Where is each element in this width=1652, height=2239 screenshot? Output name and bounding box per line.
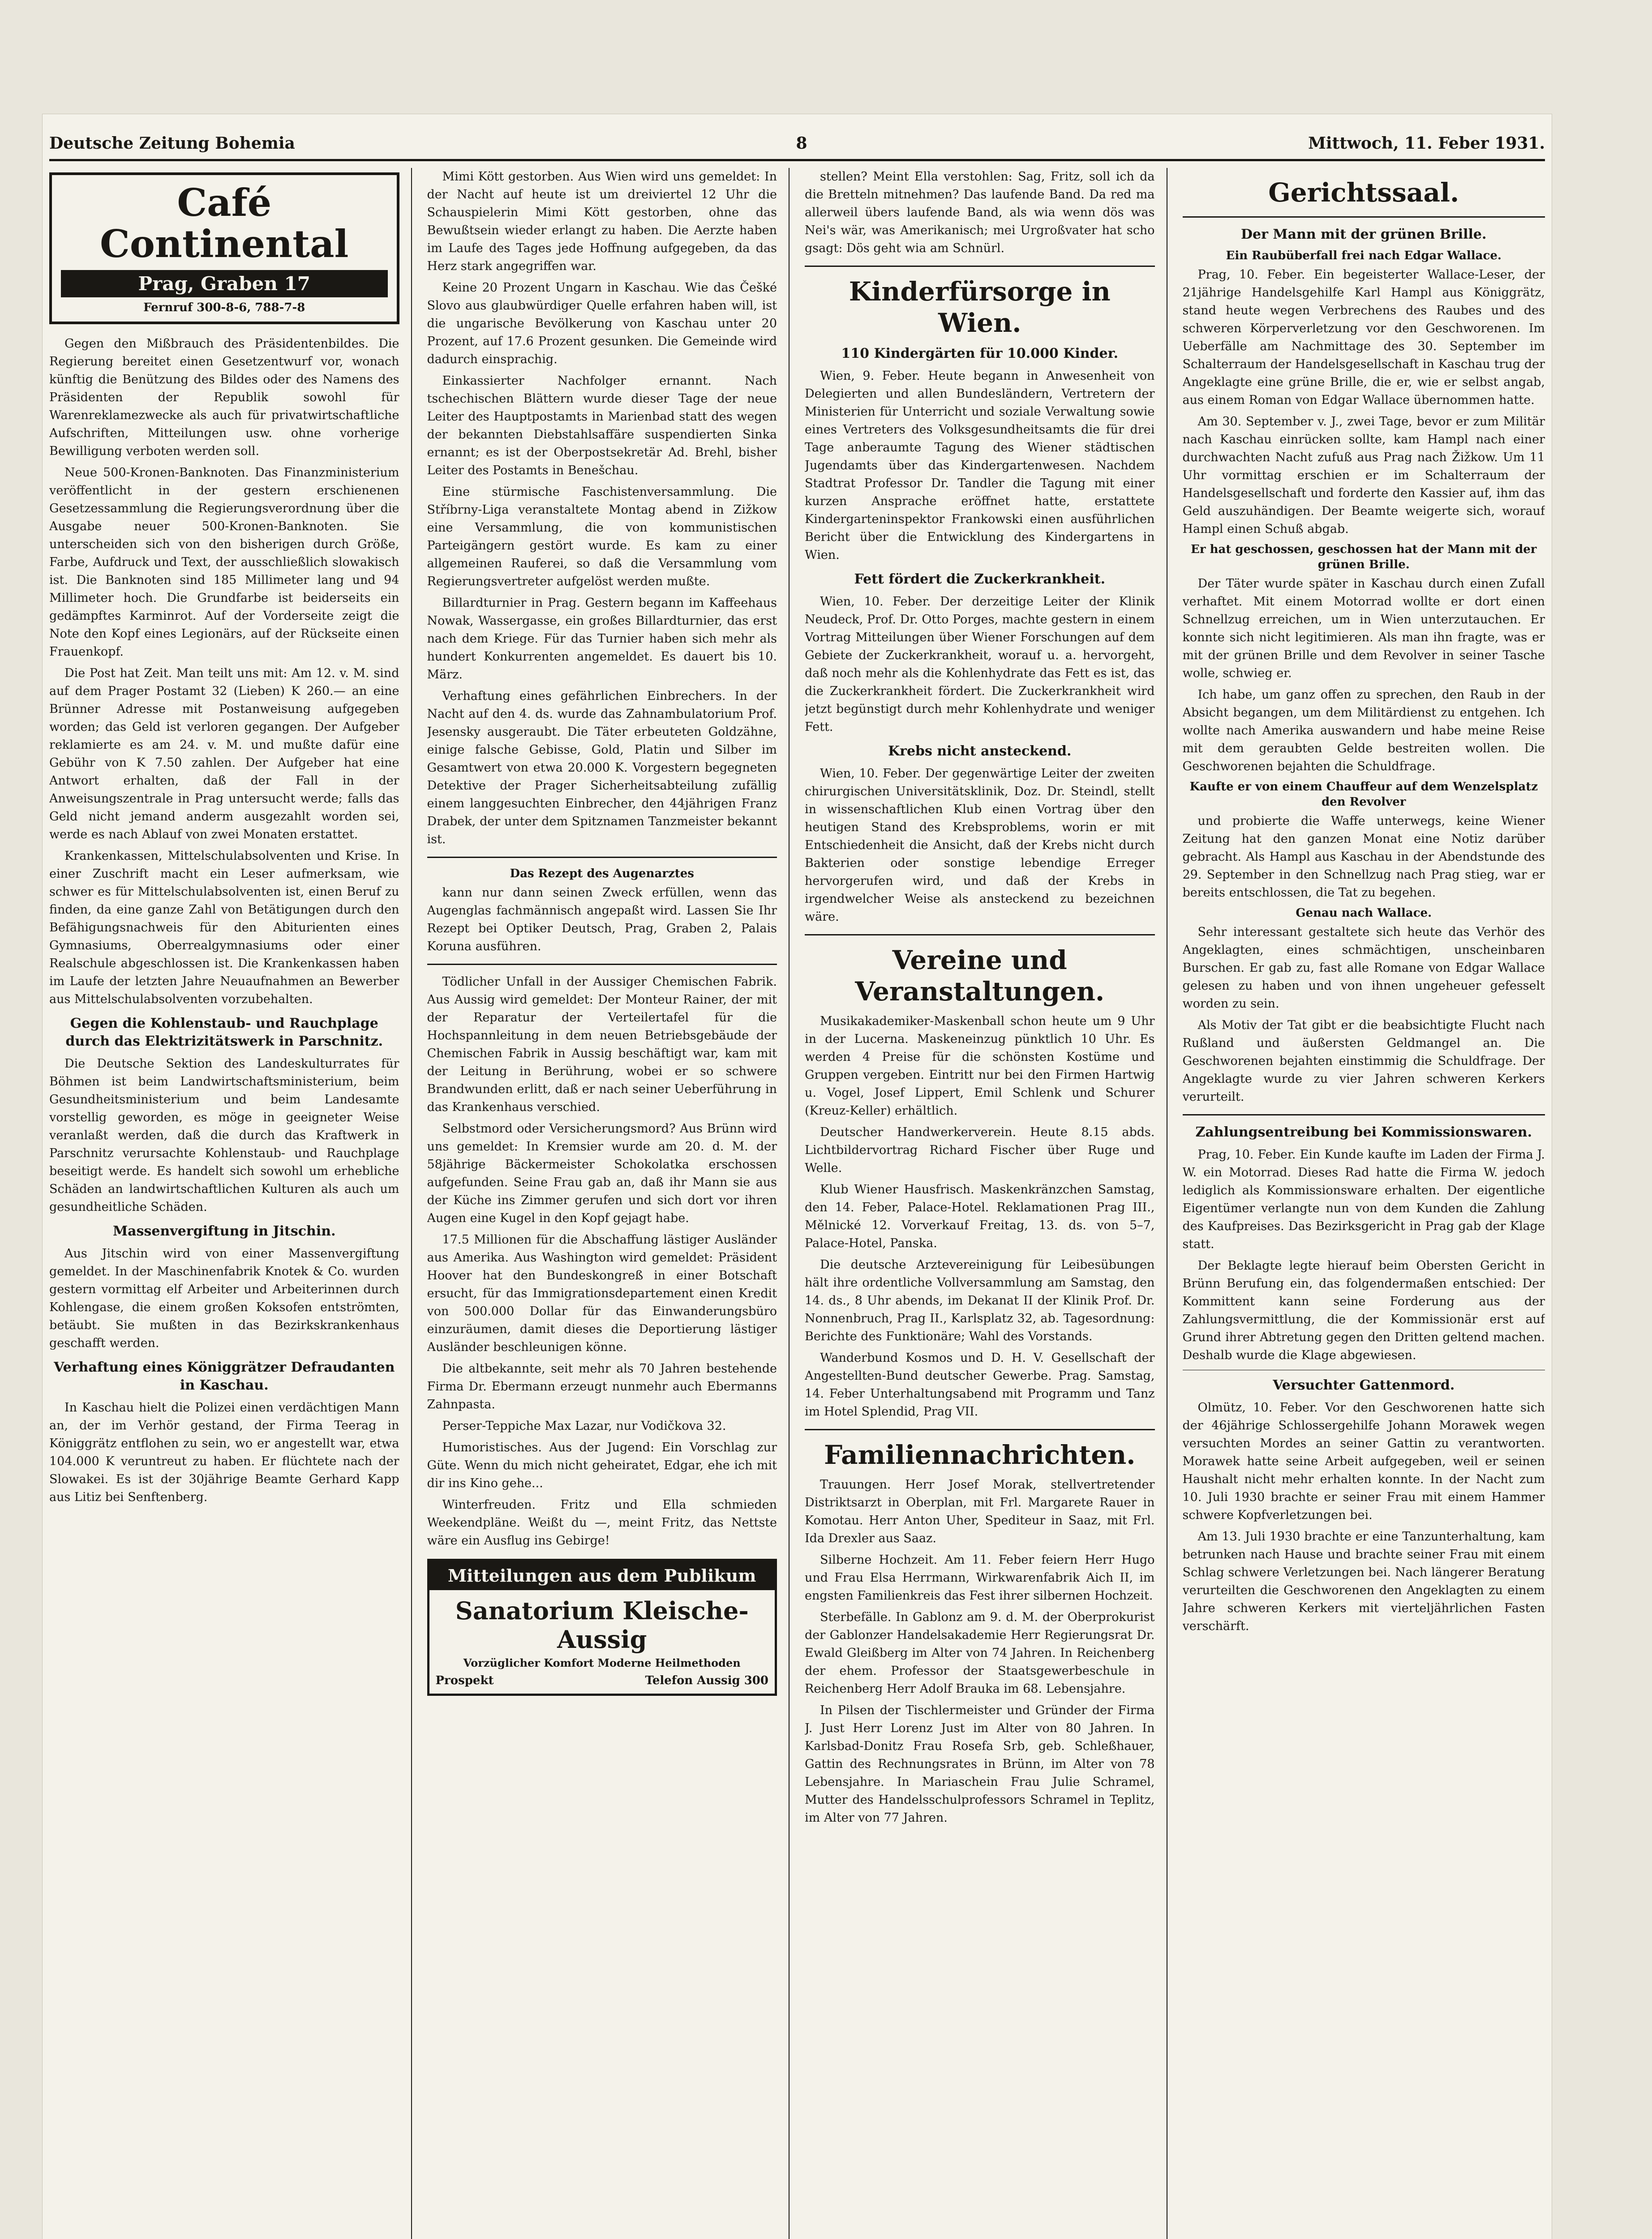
article: Sehr interessant gestaltete sich heute das Verhör des Angeklagten, eines schmächtigen, unscheinbaren Burschen. Er gab zu, fast alle Romane von Edgar Wallace gelesen zu haben und von ihnen ungeheuer gefesselt worden zu sein. — [1182, 925, 1545, 1011]
article: Klub Wiener Hausfrisch. Maskenkränzchen Samstag, den 14. Feber, Palace-Hotel. Reklamationen Prag III., Mělnické 12. Vorverkauf Freitag, 13. ds. von 5–7, Palace-Hotel, Panska. — [805, 1183, 1155, 1250]
article: Sterbefälle. In Gablonz am 9. d. M. der Oberprokurist der Gablonzer Handelsakademie Herr Regierungsrat Dr. Ewald Gleißberg im Alter von 74 Jahren. In Reichenberg der ehem. Professor der Staatsgewerbeschule in Reichenberg Herr Adolf Brauka im 68. Lebensjahre. — [805, 1610, 1155, 1696]
issue-date: Mittwoch, 11. Feber 1931. — [1308, 134, 1545, 153]
article: Wanderbund Kosmos und D. H. V. Gesellschaft der Angestellten-Bund deutscher Gewerbe. Prag. Samstag, 14. Feber Unterhaltungsabend mit Programm und Tanz im Hotel Splendid, Prag VII. — [805, 1351, 1155, 1419]
article: In Pilsen der Tischlermeister und Gründer der Firma J. Just Herr Lorenz Just im Alter von 80 Jahren. In Karlsbad-Donitz Frau Rosefa Srb, geb. Schleßhauer, Gattin des Rechnungsrates in Brünn, im Alter von 78 Lebensjahre. In Mariaschein Frau Julie Schramel, Mutter des Handelsschulprofessors Schramel in Teplitz, im Alter von 77 Jahren. — [805, 1703, 1155, 1825]
article-heading: Versuchter Gattenmord. — [1273, 1377, 1455, 1393]
article: Selbstmord oder Versicherungsmord? Aus Brünn wird uns gemeldet: In Kremsier wurde am 20. d. M. der 58jährige Bäckermeister Schokolatka erschossen aufgefunden. Seine Frau gab an, daß ihr Mann sie aus der Küche ins Zimmer gerufen und sich dort vor ihren Augen eine Kugel in den Kopf gejagt habe. — [427, 1122, 777, 1225]
column-2 — [427, 168, 790, 2239]
article: Eine stürmische Faschistenversammlung. Die Stříbrny-Liga veranstaltete Montag abend in Zižkow eine Versammlung, die von kommunistischen Parteigängern gestört wurde. Es kam zu einer allgemeinen Rauferei, so daß die Versammlung vom Regierungsvertreter aufgelöst werden mußte. — [427, 485, 777, 588]
article: Billardturnier in Prag. Gestern begann im Kaffeehaus Nowak, Wassergasse, ein großes Billardturnier, das erst nach dem Kriege. Für das Turnier haben sich mehr als hundert Konkurrenten angemeldet. Es dauert bis 10. März. — [427, 596, 777, 682]
article: Am 30. September v. J., zwei Tage, bevor er zum Militär nach Kaschau einrücken sollte, kam Hampl nach einer durchwachten Nacht zufuß aus Prag nach Žižkow. Um 11 Uhr vormittag erschien er im Schalterraum der Handelsgesellschaft und forderte den Kassier auf, ihm das Geld auszuhändigen. Der Beamte weigerte sich, worauf Hampl einen Schuß abgab. — [1182, 415, 1545, 536]
ad-title: Sanatorium Kleische-Aussig — [455, 1596, 749, 1654]
section-heading: Gerichtssaal. — [1268, 177, 1459, 208]
article: Die Post hat Zeit. Man teilt uns mit: Am 12. v. M. sind auf dem Prager Postamt 32 (Lieben) K 260.— an eine Brünner Adresse mit Postanweisung aufgegeben worden; das Geld ist verloren gegangen. Der Aufgeber reklamierte es am 24. v. M. und mußte dafür eine Gebühr von K 7.50 zahlen. Der Aufgeber hat eine Antwort erhalten, daß der Fall in der Anweisungszentrale in Prag untersucht werde; falls das Geld nicht jemand anderm ausgezahlt worden sei, werde es nach Ablauf von zwei Monaten erstattet. — [49, 666, 399, 841]
article: Am 13. Juli 1930 brachte er eine Tanzunterhaltung, kam betrunken nach Hause und brachte seiner Frau mit einem Schlag schwere Verletzungen bei. Nach längerer Beratung verurteilten die Geschworenen den Angeklagten zu einem Jahre schweren Kerkers mit vierteljährlichen Fasten verschärft. — [1182, 1530, 1545, 1633]
article-heading: Massenvergiftung in Jitschin. — [112, 1223, 336, 1239]
article: Ich habe, um ganz offen zu sprechen, den Raub in der Absicht begangen, um dem Militärdienst zu entgehen. Ich wollte nach Amerika auswandern und habe meine Reise mit dem geraubten Gelde bestreiten wollen. Die Geschworenen bejahten die Schuldfrage. — [1182, 688, 1545, 773]
section-heading: Kinderfürsorge in Wien. — [849, 276, 1111, 338]
article: In Kaschau hielt die Polizei einen verdächtigen Mann an, der im Verhör gestand, der Firma Teerag in Königgrätz entflohen zu sein, wo er angestellt war, etwa 104.000 K veruntreut zu haben. Er flüchtete nach der Slowakei. Es ist der 30jährige Beamte Gerhard Kapp aus Litiz bei Senftenberg. — [49, 1401, 399, 1504]
ad-section-heading: Mitteilungen aus dem Publikum — [429, 1561, 775, 1590]
article: Silberne Hochzeit. Am 11. Feber feiern Herr Hugo und Frau Elsa Herrmann, Wirkwarenfabrik Aich II, im engsten Familienkreis das Fest ihrer silbernen Hochzeit. — [805, 1553, 1155, 1603]
article: Trauungen. Herr Josef Morak, stellvertretender Distriktsarzt in Oberplan, mit Frl. Margarete Rauer in Komotau. Herr Anton Uher, Spediteur in Saaz, mit Frl. Ida Drexler aus Saaz. — [805, 1478, 1155, 1545]
article: Prag, 10. Feber. Ein begeisterter Wallace-Leser, der 21jährige Handelsgehilfe Karl Hampl aus Königgrätz, stand heute wegen Verbrechens des Raubes und des schweren Körperverletzung vor den Geschworenen. Im Ueberfälle am Nachmittage des 30. September im Schalterraum der Handelsgesellschaft in Kaschau trug der Angeklagte eine grüne Brille, die er, wie er selbst angab, aus einem Roman von Edgar Wallace übernommen hatte. — [1182, 268, 1545, 407]
columns — [49, 168, 1545, 2239]
section-heading: Vereine und Veranstaltungen. — [855, 945, 1105, 1007]
article: Mimi Kött gestorben. Aus Wien wird uns gemeldet: In der Nacht auf heute ist um dreiviertel 12 Uhr die Schauspielerin Mimi Kött gestorben, ohne das Bewußtsein wieder erlangt zu haben. Die Aerzte haben im Laufe des Tages jede Hoffnung aufgegeben, da das Herz stark angegriffen war. — [427, 170, 777, 273]
cafe-continental-ad — [49, 172, 399, 324]
article-subheading: Genau nach Wallace. — [1296, 906, 1432, 920]
divider — [805, 934, 1155, 935]
article: und probierte die Waffe unterwegs, keine Wiener Zeitung hat den ganzen Monat eine Notiz darüber gebracht. Als Hampl aus Kaschau in der Abendstunde des 29. September in den Schnellzug nach Prag stieg, war er bereits entschlossen, die Tat zu begehen. — [1182, 814, 1545, 900]
article: Die altbekannte, seit mehr als 70 Jahren bestehende Firma Dr. Ebermann erzeugt nunmehr auch Ebermanns Zahnpasta. — [427, 1362, 777, 1411]
article-heading: Verhaftung eines Königgrätzer Defraudanten in Kaschau. — [54, 1360, 395, 1393]
article: Die deutsche Arztevereinigung für Leibesübungen hält ihre ordentliche Vollversammlung am Samstag, den 14. ds., 8 Uhr abends, im Dekanat II der Klinik Prof. Dr. Nonnenbruch, Prag II., Karlsplatz 32, ab. Tagesordnung: Berichte des Funktionäre; Wahl des Vorstands. — [805, 1258, 1155, 1343]
article-heading: Der Mann mit der grünen Brille. — [1241, 227, 1487, 242]
divider — [805, 266, 1155, 267]
article: Deutscher Handwerkerverein. Heute 8.15 abds. Lichtbildervortrag Richard Fischer über Ruge und Welle. — [805, 1125, 1155, 1175]
newspaper-name: Deutsche Zeitung Bohemia — [49, 134, 295, 153]
article: Olmütz, 10. Feber. Vor den Geschworenen hatte sich der 46jährige Schlossergehilfe Johann Morawek wegen versuchten Mordes an seiner Gattin zu verantworten. Morawek hatte seine Arbeit aufgegeben, weil er seinen Haushalt nicht mehr erhalten konnte. In der Nacht zum 10. Juli 1930 brachte er seiner Frau mit einem Hammer schwere Kopfverletzungen bei. — [1182, 1401, 1545, 1522]
article: Wien, 10. Feber. Der gegenwärtige Leiter der zweiten chirurgischen Universitätsklinik, Doz. Dr. Steindl, stellt in wissenschaftlichen Klub einen Vortrag über den heutigen Stand des Krebsproblems, worin er mit Entschiedenheit die Ansicht, daß der Krebs nicht durch Bakterien oder sonstige lebendige Erreger hervorgerufen wird, und daß der Krebs in irgendwelcher Weise als ansteckend zu bezeichnen wäre. — [805, 767, 1155, 924]
article: Verhaftung eines gefährlichen Einbrechers. In der Nacht auf den 4. ds. wurde das Zahnambulatorium Prof. Jesensky ausgeraubt. Die Täter erbeuteten Goldzähne, einige falsche Gebisse, Gold, Platin und Silber im Gesamtwert von etwa 20.000 K. Vorgestern begegneten Detektive der Prager Sicherheitsabteilung zufällig einem langgesuchten Einbrecher, den 44jährigen Franz Drabek, der unter dem Spitznamen Tanzmeister bekannt ist. — [427, 689, 777, 846]
column-4 — [1183, 168, 1545, 2239]
article: Der Täter wurde später in Kaschau durch einen Zufall verhaftet. Mit einem Motorrad wollte er dort einen Schnellzug erreichen, um in Wien unterzutauchen. Er konnte sich nicht legitimieren. Als man ihn fragte, was er mit der grünen Brille und dem Revolver in seiner Tasche wolle, schwieg er. — [1182, 577, 1545, 680]
section-heading: Familiennachrichten. — [824, 1440, 1136, 1470]
divider — [1183, 1114, 1545, 1115]
article-heading: Das Rezept des Augenarztes — [510, 867, 694, 880]
article: Gegen den Mißbrauch des Präsidentenbildes. Die Regierung bereitet einen Gesetzentwurf vor, wonach künftig die Benützung des Bildes oder des Namens des Präsidenten der Republik sowohl für Warenreklamezwecke als auch für privatwirtschaftliche Aufschriften, Mitteilungen usw. ohne vorherige Bewilligung verboten werden soll. — [49, 337, 399, 458]
article: Aus Jitschin wird von einer Massenvergiftung gemeldet. In der Maschinenfabrik Knotek & Co. wurden gestern vormittag elf Arbeiter und Arbeiterinnen durch Kohlengase, die einem großen Koksofen entströmten, betäubt. Sie mußten in das Bezirkskrankenhaus geschafft werden. — [49, 1247, 399, 1350]
article-subheading: Er hat geschossen, geschossen hat der Mann mit der grünen Brille. — [1191, 543, 1537, 571]
article: Die Deutsche Sektion des Landeskulturrates für Böhmen ist beim Landwirtschaftsministerium, beim Gesundheitsministerium und beim Landesamte vorstellig geworden, es möge in geeigneter Weise veranlaßt werden, daß die durch das Kraftwerk in Parschnitz verursachte Kohlenstaub- und Rauchplage beseitigt werde. Es handelt sich sowohl um erhebliche Schäden an landwirtschaftlichen Kulturen als auch um gesundheitliche Schäden. — [49, 1057, 399, 1214]
newspaper-page — [43, 114, 1552, 2239]
article: Winterfreuden. Fritz und Ella schmieden Weekendpläne. Weißt du —, meint Fritz, das Nettste wäre ein Ausflug ins Gebirge! — [427, 1498, 777, 1548]
article: Tödlicher Unfall in der Aussiger Chemischen Fabrik. Aus Aussig wird gemeldet: Der Monteur Rainer, der mit der Reparatur der Verteilertafel für die Hochspannleitung in dem neuen Betriebsgebäude der Chemischen Fabrik in Aussig beschäftigt war, kam mit der Leitung in Berührung, wobei er so schwere Brandwunden erlitt, daß er nach seiner Ueberführung in das Krankenhaus verschied. — [427, 975, 777, 1114]
article-subheading: Ein Raubüberfall frei nach Edgar Wallace. — [1226, 249, 1502, 262]
article: Der Beklagte legte hierauf beim Obersten Gericht in Brünn Berufung ein, das folgendermaßen entschied: Der Kommittent kann seine Forderung aus der Zahlungsvermittlung, die der Kommissionär erst auf Grund ihrer Abtretung gegen den Dritten geltend machen. Deshalb wurde die Klage abgewiesen. — [1182, 1259, 1545, 1362]
article-subheading: Kaufte er von einem Chauffeur auf dem Wenzelsplatz den Revolver — [1189, 780, 1538, 809]
ad-address: Prag, Graben 17 — [61, 270, 388, 297]
sanatorium-ad — [427, 1559, 777, 1696]
article: Wien, 10. Feber. Der derzeitige Leiter der Klinik Neudeck, Prof. Dr. Otto Porges, machte gestern in einem Vortrag Mitteilungen über Wiener Forschungen auf dem Gebiete der Zuckerkrankheit, worauf u. a. hervorgeht, daß noch mehr als die Kohlenhydrate das Fett es ist, das die Zuckerkrankheit fördert. Die Zuckerkrankheit wird jetzt begünstigt durch mehr Kohlenhydrate und weniger Fett. — [805, 595, 1155, 734]
ad-prospekt: Prospekt — [435, 1674, 494, 1687]
divider — [427, 857, 777, 858]
article: Humoristisches. Aus der Jugend: Ein Vorschlag zur Güte. Wenn du mich nicht geheiratet, Edgar, ehe ich mit dir ins Kino gehe... — [427, 1441, 777, 1490]
article-heading: Krebs nicht ansteckend. — [888, 743, 1072, 759]
article: stellen? Meint Ella verstohlen: Sag, Fritz, soll ich da die Bretteln mitnehmen? Das laufende Band. Da red ma allerweil übers laufende Band, als wia wenn dös was Nei's wär, was Amerikanisch; mei Urgroßvater hat scho gsagt: Dös geht wia am Schnürl. — [805, 170, 1155, 255]
section-subheading: 110 Kindergärten für 10.000 Kinder. — [841, 346, 1119, 361]
divider — [1183, 216, 1545, 218]
page-header — [49, 128, 1545, 161]
article-heading: Fett fördert die Zuckerkrankheit. — [854, 571, 1106, 587]
divider — [427, 964, 777, 965]
article: 17.5 Millionen für die Abschaffung lästiger Ausländer aus Amerika. Aus Washington wird gemeldet: Präsident Hoover hat den Bundeskongreß in einer Botschaft ersucht, für das Immigrationsdepartement einen Kredit von 500.000 Dollar für das Einwanderungsbüro einzuräumen, damit dieses die Deportierung lästiger Ausländer beschleunigen könne. — [427, 1233, 777, 1354]
article: Neue 500-Kronen-Banknoten. Das Finanzministerium veröffentlicht in der gestern erschienenen Gesetzessammlung die Regierungsverordnung über die Ausgabe neuer 500-Kronen-Banknoten. Sie unterscheiden sich von den bisherigen durch Größe, Farbe, Aufdruck und Text, der ausschließlich slowakisch ist. Die Banknoten sind 185 Millimeter lang und 94 Millimeter hoch. Die Grundfarbe ist beiderseits ein gedämpftes Karminrot. Auf der Vorderseite zeigt die Note den Kopf eines Legionärs, auf der Rückseite einen Frauenkopf. — [49, 466, 399, 659]
article: Wien, 9. Feber. Heute begann in Anwesenheit von Delegierten und allen Bundesländern, Vertretern der Ministerien für Unterricht und soziale Verwaltung sowie eines Vertreters des Volksgesundheitsamts die für drei Tage anberaumte Tagung des Wiener städtischen Jugendamts über das Kindergartenwesen. Nachdem Stadtrat Professor Dr. Tandler die Tagung mit einer kurzen Ansprache eröffnet hatte, erstattete Kindergarteninspektor Frankowski einen ausführlichen Bericht über die Entwicklung des Kindergartens in Wien. — [805, 369, 1155, 562]
article: Perser-Teppiche Max Lazar, nur Vodičkova 32. — [442, 1419, 726, 1433]
column-1 — [49, 168, 412, 2239]
article: Keine 20 Prozent Ungarn in Kaschau. Wie das Češké Slovo aus glaubwürdiger Quelle erfahren haben will, ist die ungarische Bevölkerung von Kaschau unter 20 Prozent, auf 17.6 Prozent gesunken. Die Gemeinde wird dadurch einsprachig. — [427, 281, 777, 366]
article: Einkassierter Nachfolger ernannt. Nach tschechischen Blättern wurde dieser Tage der neue Leiter des Hauptpostamts in Marienbad statt des wegen der bekannten Diebstahlsaffäre suspendierten Sinka ernannt; es ist der Oberpostsekretär Ad. Brehl, bisher Leiter des Postamts in Benešchau. — [427, 374, 777, 477]
article: Krankenkassen, Mittelschulabsolventen und Krise. In einer Zuschrift macht ein Leser aufmerksam, wie schwer es für Mittelschulabsolventen ist, einen Beruf zu finden, da eine ganze Zahl von Betätigungen durch den Befähigungsnachweis für den Abiturienten eines Gymnasiums, Oberrealgymnasiums oder einer Realschule abgeschlossen ist. Die Krankenkassen haben im Laufe der letzten Jahre Neuaufnahmen an Bewerber aus Mittelschulabsolventen vorzubehalten. — [49, 849, 399, 1006]
article-heading: Gegen die Kohlenstaub- und Rauchplage durch das Elektrizitätswerk in Parschnitz. — [65, 1016, 383, 1049]
article-heading: Zahlungsentreibung bei Kommissionswaren. — [1195, 1124, 1532, 1140]
article: Musikakademiker-Maskenball schon heute um 9 Uhr in der Lucerna. Maskeneinzug pünktlich 10 Uhr. Es werden 4 Preise für die schönsten Kostüme und Gruppen vergeben. Eintritt nur bei den Firmen Hartwig u. Vogel, Josef Lippert, Emil Schlenk und Schurer (Kreuz-Keller) erhältlich. — [805, 1014, 1155, 1118]
column-3 — [805, 168, 1167, 2239]
article: Als Motiv der Tat gibt er die beabsichtigte Flucht nach Rußland und äußersten Geldmangel an. Die Geschworenen bejahten einstimmig die Schuldfrage. Der Angeklagte wurde zu vier Jahren schweren Kerkers verurteilt. — [1182, 1018, 1545, 1104]
ad-footer — [429, 1670, 775, 1694]
article: Prag, 10. Feber. Ein Kunde kaufte im Laden der Firma J. W. ein Motorrad. Dieses Rad hatte die Firma W. jedoch lediglich als Kommissionsware erhalten. Der eigentliche Eigentümer verlangte nun von dem Kunden die Zahlung des Kaufpreises. Das Bezirksgericht in Prag gab der Klage statt. — [1182, 1148, 1545, 1251]
ad-phone: Telefon Aussig 300 — [645, 1674, 768, 1687]
advertisement-text: kann nur dann seinen Zweck erfüllen, wenn das Augenglas fachmännisch angepaßt wird. Lassen Sie Ihr Rezept bei Optiker Deutsch, Prag, Graben 2, Palais Koruna ausführen. — [427, 886, 777, 953]
ad-phone: Fernruf 300-8-6, 788-7-8 — [143, 301, 305, 314]
ad-tagline: Vorzüglicher Komfort Moderne Heilmethoden — [463, 1656, 741, 1669]
divider — [805, 1429, 1155, 1430]
ad-title: Café Continental — [100, 180, 349, 266]
page-number: 8 — [796, 134, 807, 153]
